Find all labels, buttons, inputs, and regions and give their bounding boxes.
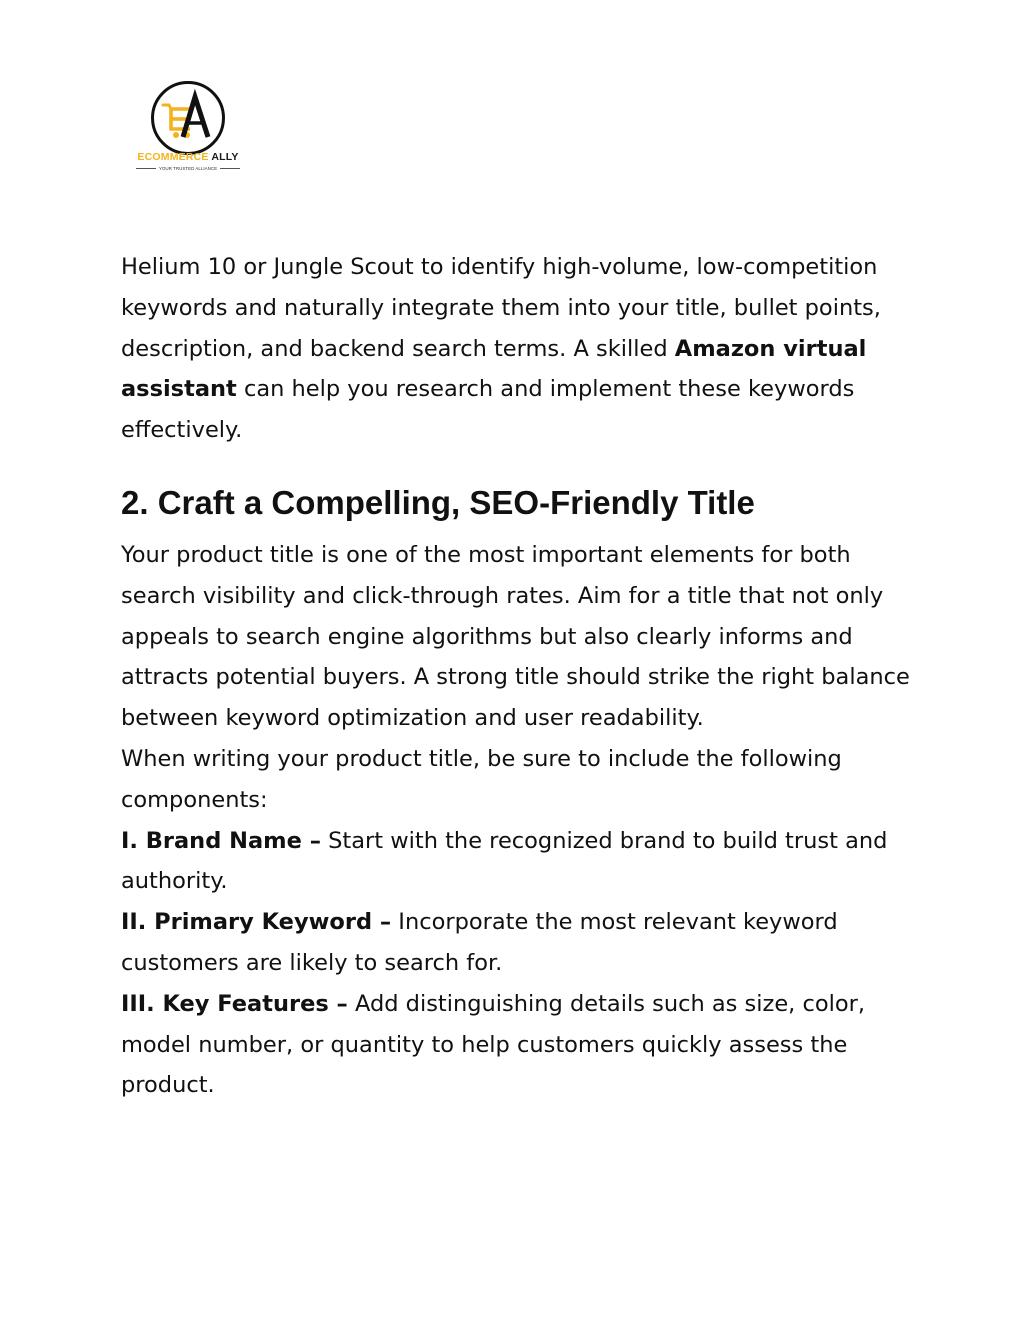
list-item-text: Incorporate the most relevant keyword customers are likely to search for. bbox=[121, 909, 838, 976]
section-heading: 2. Craft a Compelling, SEO-Friendly Title bbox=[121, 483, 755, 521]
logo-brand-name bbox=[133, 151, 243, 163]
tagline-rule-left bbox=[136, 168, 156, 169]
list-item-primary-keyword bbox=[121, 902, 921, 984]
logo-name-part1: ECOMMERCE bbox=[137, 151, 209, 163]
list-item-text: Start with the recognized brand to build trust and authority. bbox=[121, 827, 888, 895]
intro-text-end: can help you research and implement these keywords effectively. bbox=[121, 376, 855, 444]
list-item-text: Add distinguishing details such as size, color, model number, or quantity to help customers quickly assess the product. bbox=[121, 990, 866, 1099]
intro-text-start: Helium 10 or Jungle Scout to identify high-volume, low-competition keywords and naturally integrate them into your title, bullet points, description, and backend search terms. A skilled bbox=[121, 254, 881, 362]
document-body bbox=[121, 247, 921, 1106]
logo-name-part2: ALLY bbox=[211, 151, 239, 163]
list-item-key-features bbox=[121, 984, 921, 1106]
intro-paragraph bbox=[121, 247, 921, 451]
list-item-brand-name bbox=[121, 821, 921, 903]
logo-tagline bbox=[133, 166, 243, 171]
ecommerce-ally-logo bbox=[133, 80, 243, 180]
intro-bold-phrase: Amazon virtual assistant bbox=[121, 335, 867, 403]
list-item-label: III. Key Features – bbox=[121, 990, 348, 1017]
section-paragraph-1: Your product title is one of the most important elements for both search visibility and click-through rates. Aim for a title that not only appeals to search engine algorithms but also clearly informs and attracts potential buyers. A strong title should strike the right balance between keyword optimization and user readability. bbox=[121, 541, 910, 732]
tagline-rule-right bbox=[220, 168, 240, 169]
section-paragraph-2: When writing your product title, be sure to include the following components: bbox=[121, 745, 842, 813]
list-item-label: I. Brand Name – bbox=[121, 827, 321, 854]
list-item-label: II. Primary Keyword – bbox=[121, 909, 392, 936]
logo-tagline-text: YOUR TRUSTED ALLIANCE bbox=[158, 166, 218, 171]
ea-cart-logo-icon bbox=[150, 80, 226, 156]
